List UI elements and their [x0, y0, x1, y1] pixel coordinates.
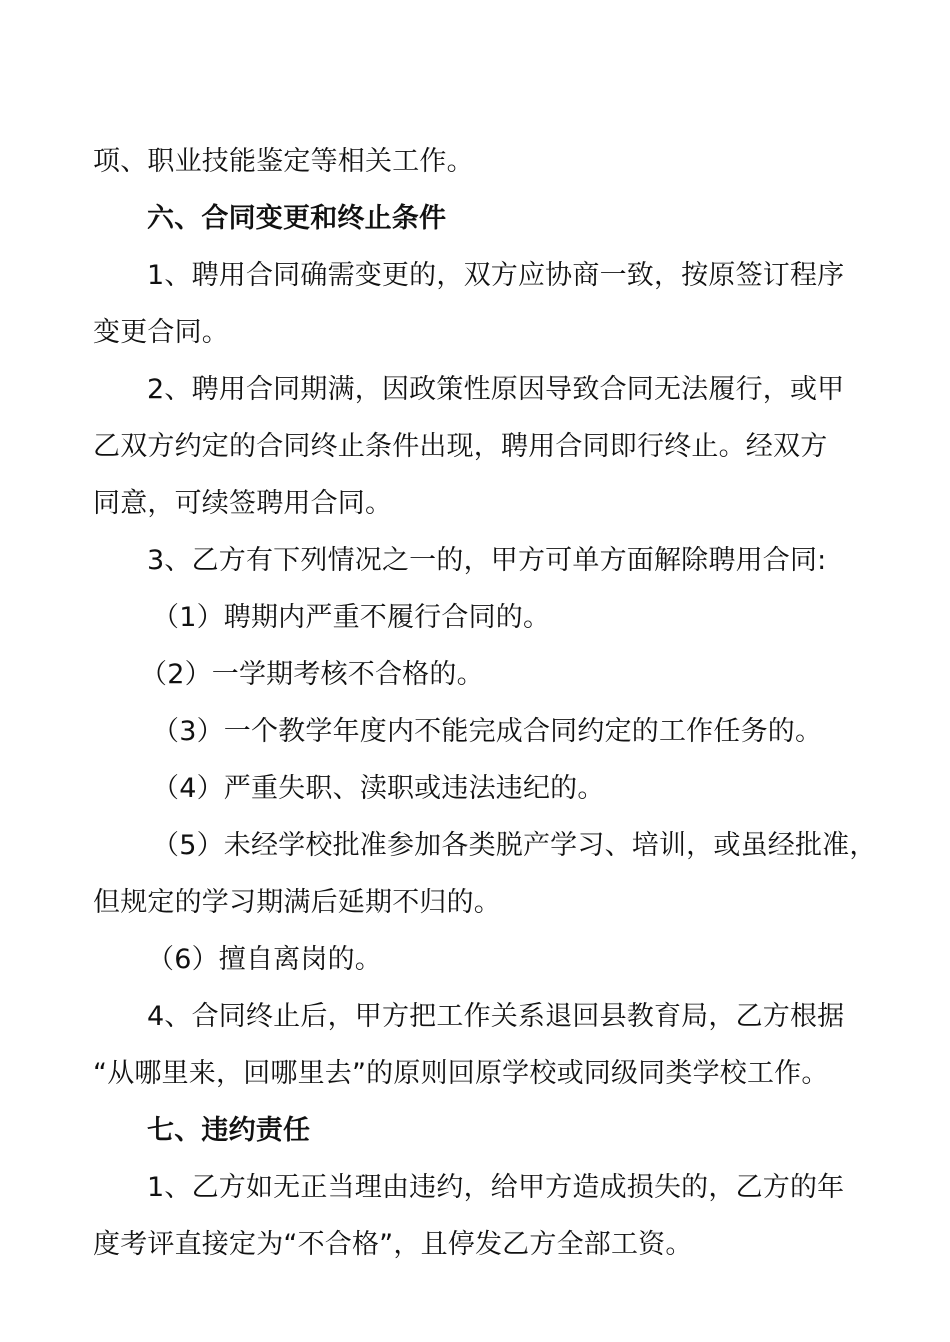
paragraph-line: “从哪里来，回哪里去”的原则回原学校或同级同类学校工作。 [93, 1058, 829, 1089]
list-item: （1）聘期内严重不履行合同的。 [152, 602, 551, 633]
paragraph-line: 项、职业技能鉴定等相关工作。 [93, 146, 474, 177]
list-item: （6）擅自离岗的。 [147, 944, 382, 975]
paragraph-line: 同意，可续签聘用合同。 [93, 488, 393, 519]
list-item: （5）未经学校批准参加各类脱产学习、培训，或虽经批准， [152, 830, 877, 861]
section-heading-seven: 七、违约责任 [147, 1115, 311, 1146]
section-heading-six: 六、合同变更和终止条件 [147, 203, 447, 234]
paragraph-line: 1、乙方如无正当理由违约，给甲方造成损失的，乙方的年 [147, 1172, 845, 1203]
paragraph-line: 乙双方约定的合同终止条件出现，聘用合同即行终止。经双方 [93, 431, 828, 462]
paragraph-line: 但规定的学习期满后延期不归的。 [93, 887, 501, 918]
list-item: （3）一个教学年度内不能完成合同约定的工作任务的。 [152, 716, 823, 747]
list-item: （4）严重失职、渎职或违法违纪的。 [152, 773, 605, 804]
list-item: （2）一学期考核不合格的。 [140, 659, 484, 690]
paragraph-line: 3、乙方有下列情况之一的，甲方可单方面解除聘用合同: [147, 545, 827, 576]
paragraph-line: 1、聘用合同确需变更的，双方应协商一致，按原签订程序 [147, 260, 845, 291]
paragraph-line: 2、聘用合同期满，因政策性原因导致合同无法履行，或甲 [147, 374, 845, 405]
paragraph-line: 4、合同终止后，甲方把工作关系退回县教育局，乙方根据 [147, 1001, 845, 1032]
paragraph-line: 度考评直接定为“不合格”，且停发乙方全部工资。 [93, 1229, 693, 1260]
paragraph-line: 变更合同。 [93, 317, 229, 348]
